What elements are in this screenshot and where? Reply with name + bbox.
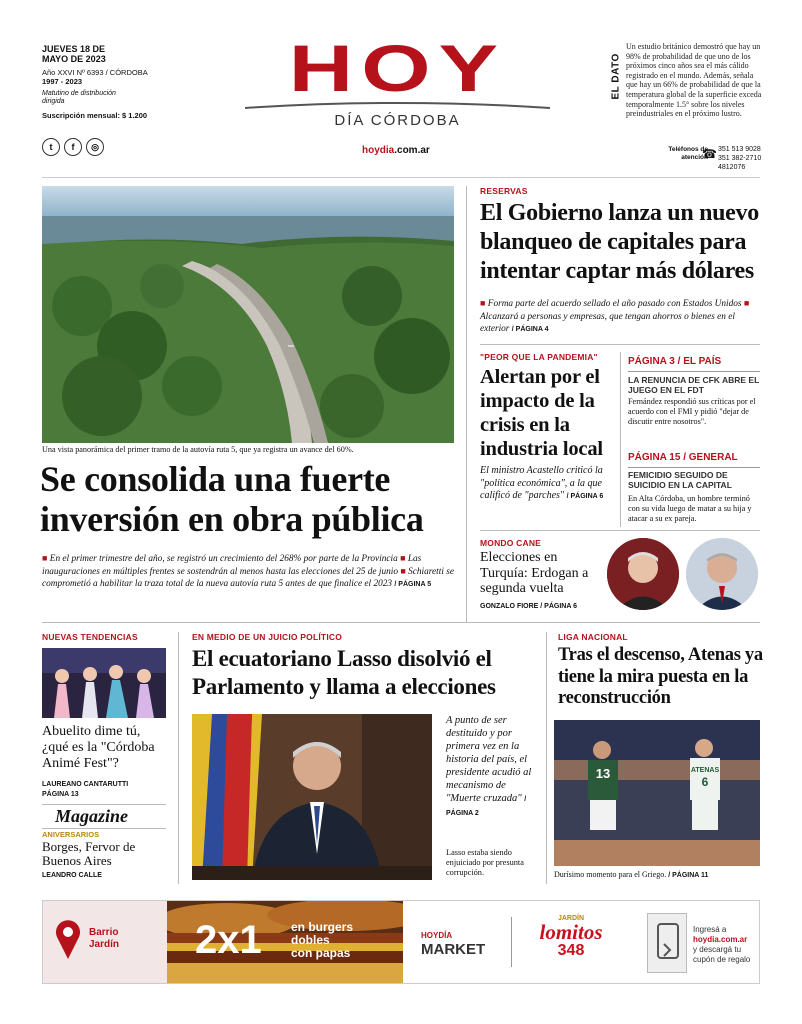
phones-label: Teléfonos de atención <box>668 146 708 161</box>
ad-cta <box>693 925 750 965</box>
section-divider <box>42 828 166 829</box>
ad-cta-line: cupón de regalo <box>693 955 751 964</box>
dato-label-wrap <box>608 42 622 102</box>
pandemia-text: El ministro Acastello criticó la "política económica", a la que calificó de "parches" <box>480 465 603 501</box>
issue-years: 1997 - 2023 <box>42 77 83 86</box>
logo-hoy: HOY <box>288 31 507 105</box>
lasso-headline[interactable]: El ecuatoriano Lasso disolvió el Parlamento y llama a elecciones <box>192 646 496 699</box>
header-divider <box>42 177 760 178</box>
byline: LAUREANO CANTARUTTI <box>42 781 129 788</box>
tendencias-kicker: NUEVAS TENDENCIAS <box>42 632 138 642</box>
section-divider <box>628 467 760 468</box>
lead-photo[interactable] <box>42 186 454 443</box>
ad-cta-line: y descargá tu <box>693 945 742 954</box>
twitter-icon[interactable]: t <box>42 138 60 156</box>
section-divider <box>480 344 760 345</box>
ad-location-line: Jardín <box>89 939 120 950</box>
ad-brand-logo <box>531 915 611 959</box>
ad-location <box>89 927 119 951</box>
lasso-kicker: EN MEDIO DE UN JUICIO POLÍTICO <box>192 632 343 642</box>
page-ref[interactable]: / PÁGINA 5 <box>394 581 432 588</box>
phone-list <box>718 145 761 172</box>
jersey-number-left: 13 <box>595 766 611 781</box>
ad-banner[interactable] <box>42 900 760 984</box>
dato-label: EL DATO <box>610 53 622 100</box>
section-divider <box>480 530 760 531</box>
site-url-suffix: .com.ar <box>394 145 430 156</box>
instagram-icon[interactable]: ◎ <box>86 138 104 156</box>
ad-market-top: HOYDÍA <box>421 931 453 940</box>
pagina15-text: En Alta Córdoba, un hombre terminó con su vida luego de matar a su hija y atacar a su ex pareja. <box>628 494 752 523</box>
byline: GONZALO FIORE <box>480 603 539 610</box>
column-divider <box>620 352 621 527</box>
bullet: ■ <box>743 298 750 308</box>
reservas-headline[interactable]: El Gobierno lanza un nuevo blanqueo de capitales para intentar captar más dólares <box>480 200 759 284</box>
atenas-kicker: LIGA NACIONAL <box>558 632 628 642</box>
ad-divider <box>511 917 512 967</box>
bullet: ■ <box>480 298 486 308</box>
site-url[interactable] <box>362 145 430 156</box>
phone-number[interactable]: 351 513 9028 <box>718 146 761 153</box>
ad-brand-top: JARDÍN <box>557 915 585 922</box>
magazine-headline[interactable]: Borges, Fervor de Buenos Aires <box>42 839 136 868</box>
pandemia-headline[interactable]: Alertan por el impacto de la crisis en la industria local <box>480 366 603 460</box>
magazine-kicker: ANIVERSARIOS <box>42 830 100 839</box>
lead-bullet-2: Las inauguraciones en múltiples frentes se sostendrán al menos hasta las elecciones del 25 de junio <box>42 554 422 577</box>
site-url-name: hoydia <box>362 145 395 156</box>
jersey-text: ATENAS <box>690 767 720 774</box>
ad-promo-line: en burgers <box>291 920 354 934</box>
facebook-icon[interactable]: f <box>64 138 82 156</box>
pagina3-text: Fernández respondió sus críticas por el acuerdo con el FMI y pidió "dejar de discutir entre nosotros". <box>628 397 756 426</box>
lasso-summary <box>446 714 538 820</box>
lead-photo-caption: Una vista panorámica del primer tramo de la autovía ruta 5, que ya registra un avance del 60%. <box>42 445 354 454</box>
ad-location-line: Barrio <box>89 927 119 938</box>
mondo-headline[interactable]: Elecciones en Turquía: Erdogan a segunda vuelta <box>480 550 589 596</box>
pagina15-title[interactable]: FEMICIDIO SEGUIDO DE SUICIDIO EN LA CAPITAL <box>628 470 732 490</box>
tendencias-byline <box>42 780 128 800</box>
logo-subtitle: DÍA CÓRDOBA <box>334 112 461 129</box>
dato-text: Un estudio británico demostró que hay un 98% de probabilidad de que uno de los próximos cinco años sea el más cálido registrado en el mundo. Además, señala que hay un 66% de probabilidad de que la temperatura global de la superficie exceda temporalmente 1.5° sobre los niveles preindustriales en el próximo lustro. <box>626 42 762 119</box>
portrait-right <box>686 538 758 610</box>
location-pin-icon <box>55 919 81 959</box>
ad-market-name: MARKET <box>421 941 486 958</box>
phone-icon: ☎ <box>702 147 717 161</box>
tagline: Matutino de distribución dirigida <box>42 90 116 105</box>
section-divider <box>42 622 760 623</box>
page-ref[interactable]: / PÁGINA 2 <box>446 796 527 817</box>
lead-bullet-3: Schiaretti se comprometió a habilitar la traza total de la nueva autovía ruta 5 antes de que finalice el 2023 <box>42 567 454 589</box>
ad-promo-big: 2x1 <box>195 918 262 962</box>
pandemia-summary <box>480 465 615 504</box>
page-ref[interactable]: / PÁGINA 4 <box>511 326 549 333</box>
ad-market-logo <box>421 929 485 957</box>
issue-date: JUEVES 18 DE MAYO DE 2023 <box>42 44 106 64</box>
bullet: ■ <box>400 553 406 563</box>
page-ref[interactable]: / PÁGINA 6 <box>566 493 604 500</box>
atenas-headline[interactable]: Tras el descenso, Atenas ya tiene la mira puesta en la reconstrucción <box>558 645 763 708</box>
tendencias-photo[interactable] <box>42 648 166 718</box>
jersey-number-right: 6 <box>701 775 709 789</box>
issue-edition: Año XXVI Nº 6393 / CÓRDOBA <box>42 68 148 77</box>
lasso-caption: Lasso estaba siendo enjuiciado por presunta corrupción. <box>446 848 524 877</box>
column-divider <box>178 632 179 884</box>
masthead-left <box>42 44 172 156</box>
bullet: ■ <box>42 553 48 563</box>
pagina15-kicker[interactable]: PÁGINA 15 / GENERAL <box>628 452 738 463</box>
lasso-text: A punto de ser destituido y por primera vez en la historia del país, el presidente acudió al mecanismo de "Muerte cruzada" <box>446 715 532 804</box>
lead-headline[interactable]: Se consolida una fuerte inversión en obra pública <box>40 459 424 539</box>
ad-promo <box>167 901 403 983</box>
page-ref[interactable]: / PÁGINA 6 <box>540 603 577 610</box>
page-ref[interactable]: / PÁGINA 11 <box>668 872 709 879</box>
lasso-photo[interactable] <box>192 714 432 880</box>
logo-block[interactable] <box>245 31 550 129</box>
ad-brand-number: 348 <box>557 942 585 959</box>
phone-coupon-icon <box>647 913 687 973</box>
pagina3-kicker[interactable]: PÁGINA 3 / EL PAÍS <box>628 356 722 367</box>
tendencias-headline[interactable]: Abuelito dime tú, ¿qué es la "Córdoba Animé Fest"? <box>42 724 155 771</box>
subscription-price: Suscripción mensual: $ 1.200 <box>42 111 148 120</box>
reservas-summary <box>480 297 762 337</box>
page-ref[interactable]: PÁGINA 13 <box>42 791 79 798</box>
atenas-caption <box>554 870 708 879</box>
phone-number[interactable]: 4812076 <box>718 164 746 171</box>
portrait-left <box>607 538 679 610</box>
reservas-kicker: RESERVAS <box>480 186 528 196</box>
ad-promo-text <box>291 921 353 960</box>
section-divider <box>42 804 166 805</box>
section-divider <box>628 371 760 372</box>
column-divider <box>466 186 467 622</box>
ad-brand-name: lomitos <box>539 920 603 944</box>
pandemia-kicker: "PEOR QUE LA PANDEMIA" <box>480 352 598 362</box>
column-divider <box>546 632 547 884</box>
magazine-byline: LEANDRO CALLE <box>42 872 102 879</box>
mondo-kicker: MONDO CANE <box>480 538 542 548</box>
ad-promo-line: dobles <box>291 933 330 947</box>
lead-summary <box>42 552 462 591</box>
mondo-byline <box>480 603 577 610</box>
caption-text: Durísimo momento para el Griego. <box>554 870 667 879</box>
atenas-photo[interactable] <box>554 720 760 866</box>
lead-bullet-1: En el primer trimestre del año, se registró un crecimiento del 268% por parte de la Provincia <box>49 554 398 564</box>
pagina3-title[interactable]: LA RENUNCIA DE CFK ABRE EL JUEGO EN EL FDT <box>628 375 760 395</box>
phone-number[interactable]: 351 382-2710 <box>718 155 762 162</box>
ad-promo-line: con papas <box>291 946 351 960</box>
ad-cta-line: Ingresá a <box>693 925 727 934</box>
reservas-bullet-2: Alcanzará a personas y empresas, que tengan ahorros o bienes en el exterior <box>480 311 735 334</box>
reservas-bullet-1: Forma parte del acuerdo sellado el año pasado con Estados Unidos <box>487 299 742 309</box>
magazine-title[interactable]: Magazine <box>55 806 129 826</box>
social-links <box>42 138 172 156</box>
ad-cta-url[interactable]: hoydia.com.ar <box>693 935 748 944</box>
bullet: ■ <box>400 566 406 576</box>
